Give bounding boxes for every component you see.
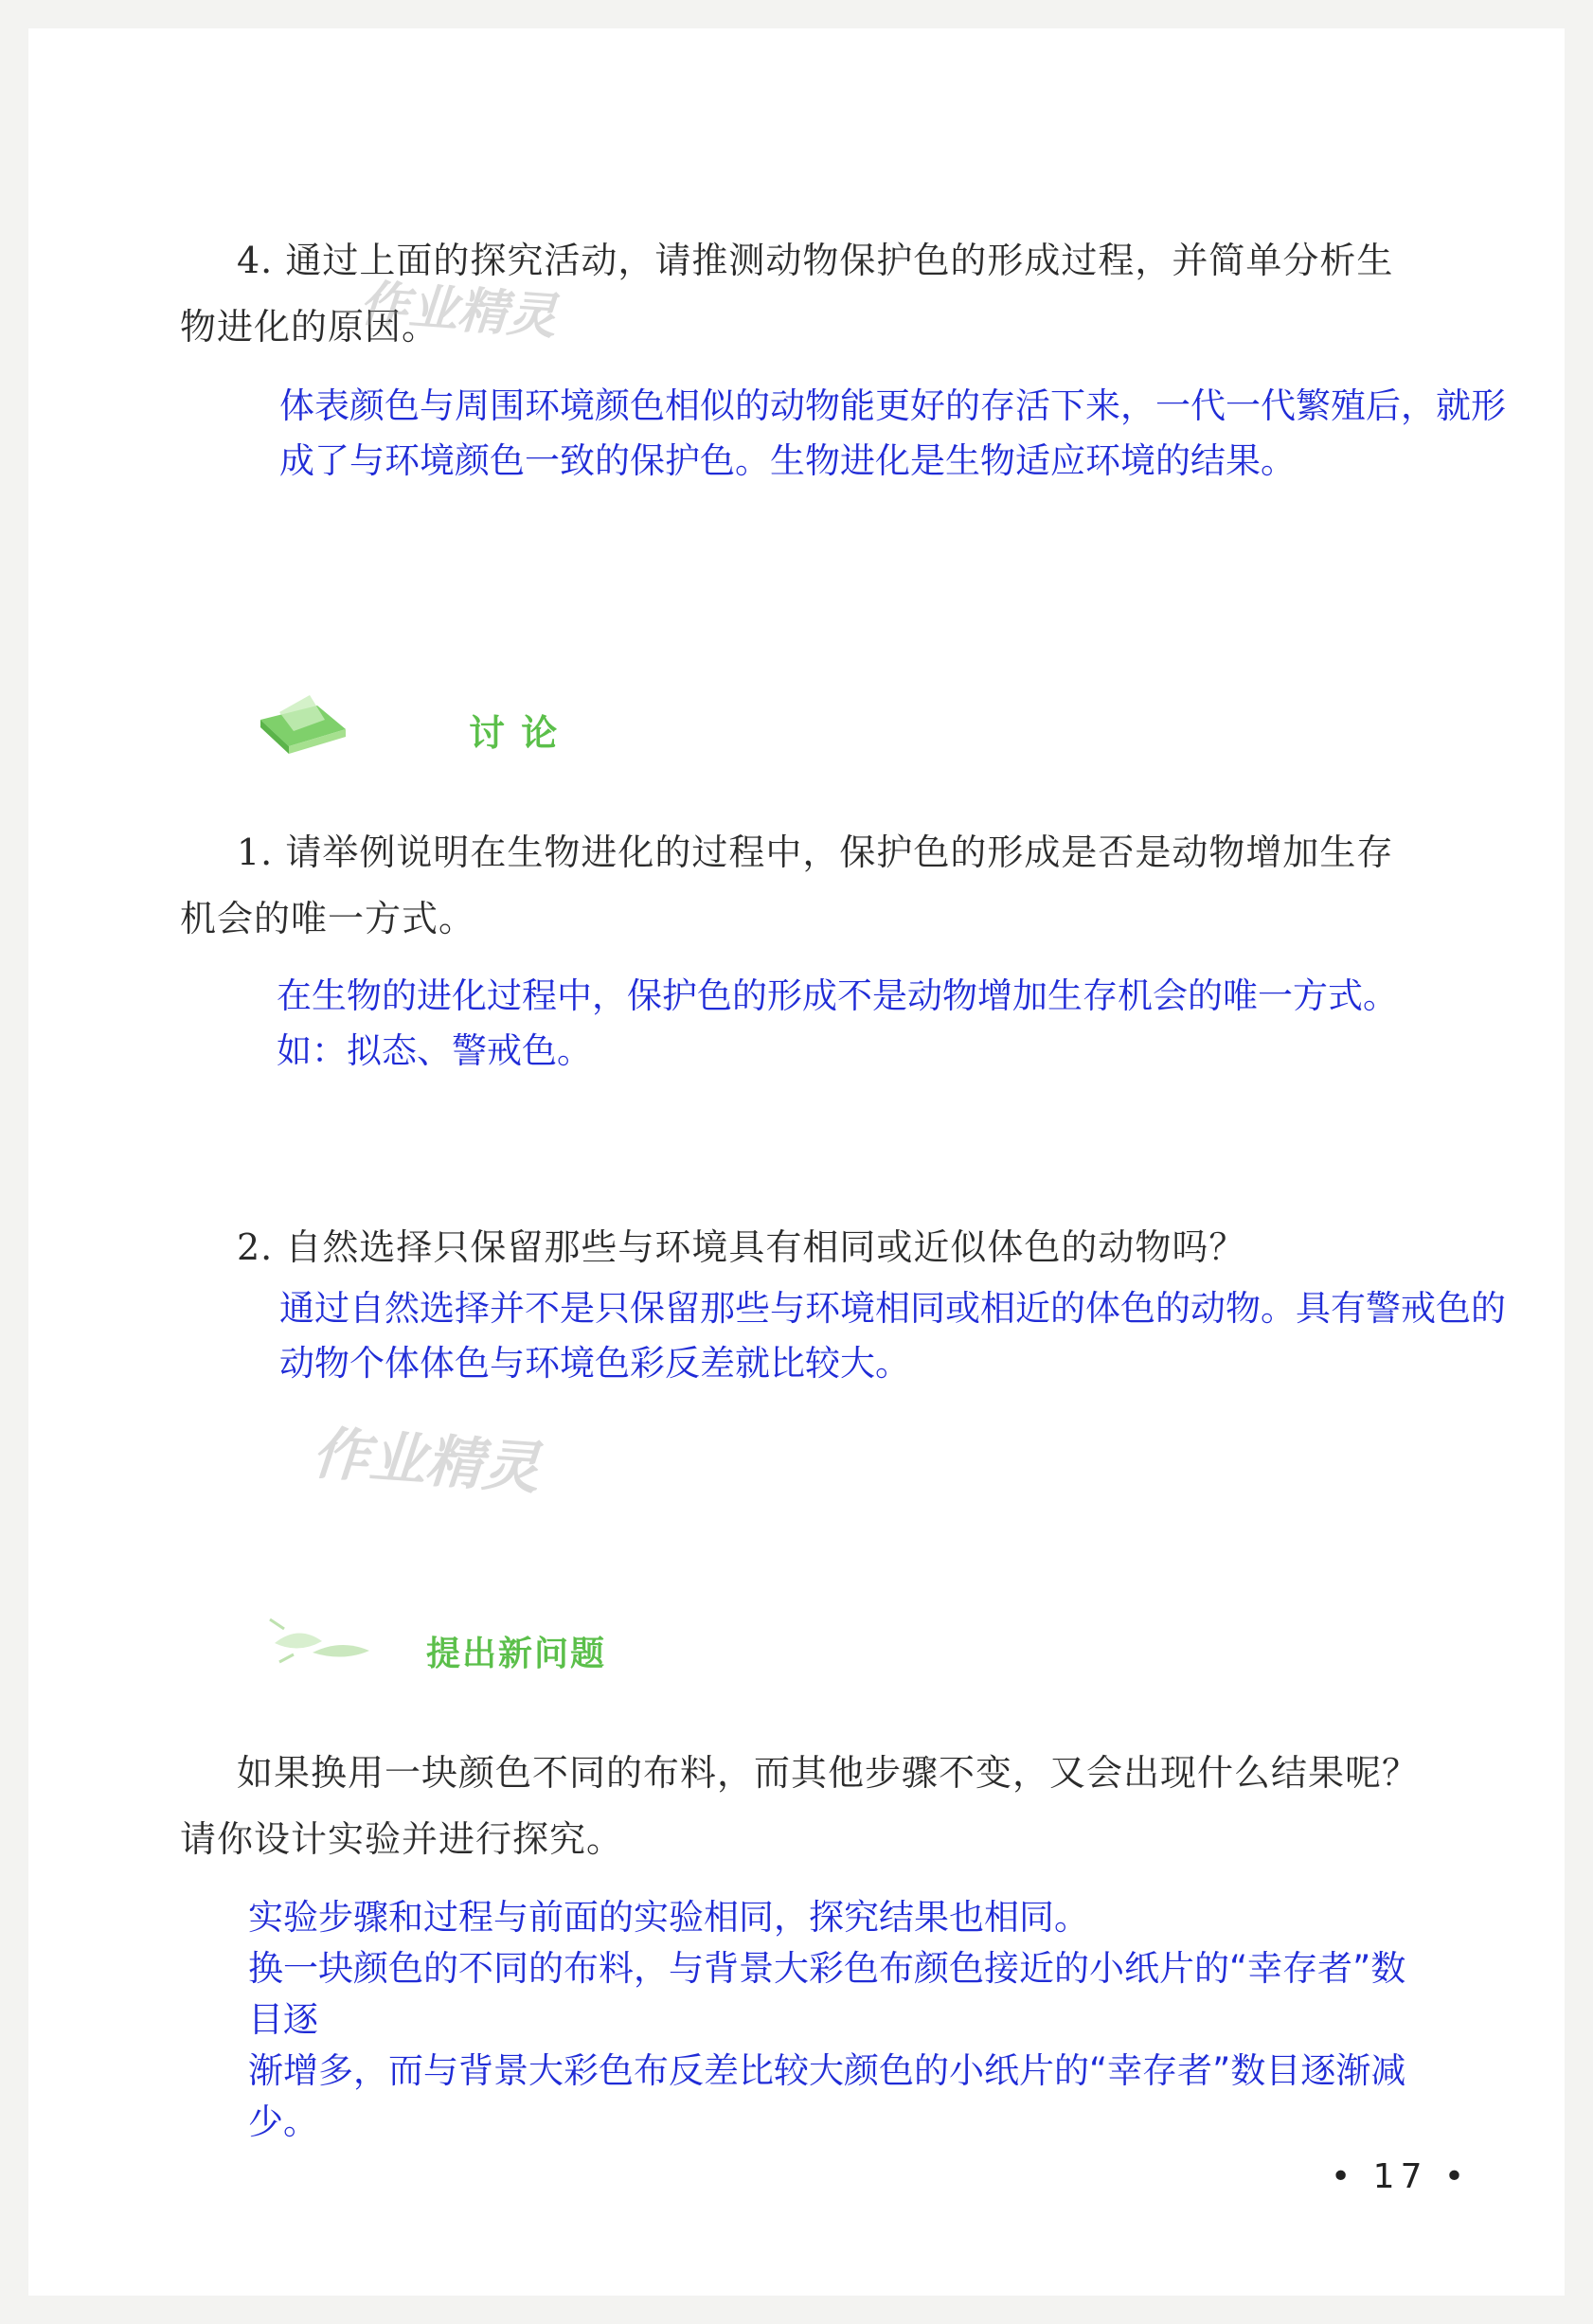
discussion-question-1 xyxy=(237,819,1525,885)
answer-line: 体表颜色与周围环境颜色相似的动物能更好的存活下来，一代一代繁殖后，就形 xyxy=(279,385,1506,426)
answer-line: 目逐 xyxy=(248,1999,318,2040)
question-line: 1. 请举例说明在生物进化的过程中，保护色的形成是否是动物增加生存 xyxy=(237,831,1394,873)
book-icon xyxy=(251,682,365,758)
question-line: 2. 自然选择只保留那些与环境具有相同或近似体色的动物吗？ xyxy=(237,1226,1246,1268)
leaf-icon xyxy=(256,1605,388,1681)
discussion-answer-2 xyxy=(279,1281,1577,1391)
new-question-text xyxy=(237,1740,1544,1806)
discussion-question-1-cont xyxy=(180,885,1506,952)
question-line: 机会的唯一方式。 xyxy=(180,898,476,939)
new-question-text-cont xyxy=(180,1806,1506,1872)
watermark-top: 作业精灵 xyxy=(357,275,559,347)
activity-answer-4 xyxy=(279,379,1577,489)
answer-line: 在生物的进化过程中，保护色的形成不是动物增加生存机会的唯一方式。 xyxy=(277,975,1398,1016)
answer-line: 实验步骤和过程与前面的实验相同，探究结果也相同。 xyxy=(248,1897,1089,1938)
answer-line: 动物个体体色与环境色彩反差就比较大。 xyxy=(279,1343,910,1384)
discussion-heading: 讨 论 xyxy=(469,712,560,754)
watermark-middle: 作业精灵 xyxy=(310,1420,542,1503)
answer-line: 渐增多，而与背景大彩色布反差比较大颜色的小纸片的“幸存者”数目逐渐减 xyxy=(248,2050,1406,2091)
answer-line: 成了与环境颜色一致的保护色。生物进化是生物适应环境的结果。 xyxy=(279,440,1296,481)
question-line: 物进化的原因。 xyxy=(180,306,439,348)
discussion-question-2 xyxy=(237,1214,1525,1280)
page-number: • 17 • xyxy=(1331,2157,1471,2196)
question-line: 如果换用一块颜色不同的布料，而其他步骤不变，又会出现什么结果呢？ xyxy=(237,1752,1420,1794)
new-question-answer xyxy=(248,1892,1479,2148)
answer-line: 如：拟态、警戒色。 xyxy=(277,1030,592,1071)
textbook-page xyxy=(28,28,1565,2296)
new-question-heading: 提出新问题 xyxy=(426,1635,607,1673)
answer-line: 换一块颜色的不同的布料，与背景大彩色布颜色接近的小纸片的“幸存者”数 xyxy=(248,1948,1406,1989)
question-line: 请你设计实验并进行探究。 xyxy=(180,1818,624,1860)
answer-line: 通过自然选择并不是只保留那些与环境相同或相近的体色的动物。具有警戒色的 xyxy=(279,1288,1506,1329)
answer-line: 少。 xyxy=(248,2101,318,2142)
discussion-answer-1 xyxy=(277,969,1574,1079)
question-line: 4. 通过上面的探究活动，请推测动物保护色的形成过程，并简单分析生 xyxy=(237,240,1394,281)
